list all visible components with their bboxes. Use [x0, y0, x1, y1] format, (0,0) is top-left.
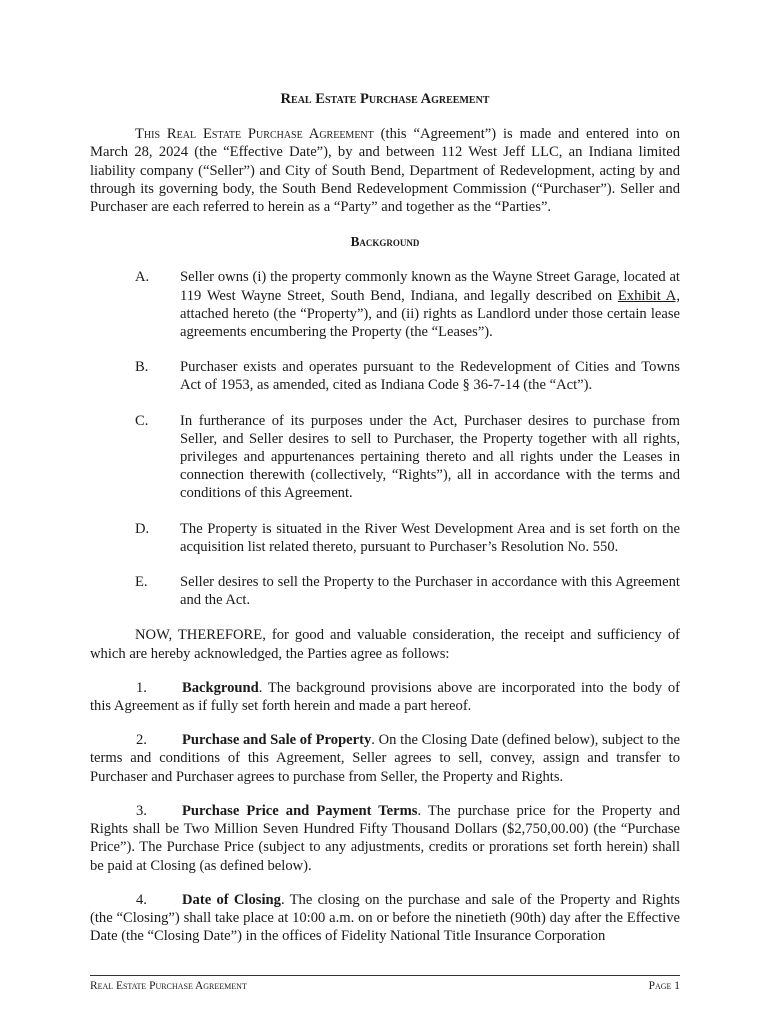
- section-heading: Purchase and Sale of Property: [182, 732, 372, 749]
- section-4: [90, 891, 680, 946]
- recital-text: The Property is situated in the River West Development Area and is set forth on the acquisition list related thereto, pursuant to Purchaser’s Resolution No. 550.: [180, 520, 680, 555]
- recital-a: [90, 268, 680, 341]
- section-text: . The background provisions above are incorporated into the body of this Agreement as if fully set forth herein and made a part hereof.: [90, 679, 680, 715]
- recital-b: [90, 358, 680, 394]
- document-title: Real Estate Purchase Agreement: [280, 91, 490, 107]
- section-number: 4.: [136, 891, 147, 908]
- preamble-paragraph: [90, 125, 680, 216]
- footer-page-number: Page 1: [648, 980, 680, 992]
- preamble-text: (this “Agreement”) is made and entered into on March 28, 2024 (the “Effective Date”), by and between 112 West Jeff LLC, an Indiana limited liability company (“Seller”) and City of South Bend, Department of Redevelopment, acting by and through its governing body, the South Bend Redevelopment Commission (“Purchaser”). Seller and Purchaser are each referred to herein as a “Party” and together as the “Parties”.: [90, 126, 680, 216]
- section-number: 3.: [136, 802, 147, 819]
- recital-text: Purchaser exists and operates pursuant to the Redevelopment of Cities and Towns Act of 1953, as amended, cited as Indiana Code § 36-7-14 (the “Act”).: [180, 359, 680, 394]
- recital-text: [180, 268, 680, 341]
- exhibit-a-link[interactable]: Exhibit A,: [617, 287, 680, 304]
- section-heading: Date of Closing: [182, 891, 281, 908]
- section-heading: Background: [182, 679, 259, 696]
- section-heading: Purchase Price and Payment Terms: [182, 802, 418, 819]
- section-1: [90, 679, 680, 715]
- page-footer: [90, 975, 680, 992]
- section-number: 1.: [136, 679, 147, 696]
- section-text: . The purchase price for the Property and Rights shall be Two Million Seven Hundred Fifty Thousand Dollars ($2,750,00.00) (the “Purchase Price”). The Purchase Price (subject to any adjustments, credits or prorations set forth herein) shall be paid at Closing (as defined below).: [90, 802, 680, 874]
- recital-e: [90, 573, 680, 609]
- document-body: [90, 90, 680, 961]
- recital-c: [90, 412, 680, 503]
- recital-text-after: attached hereto (the “Property”), and (ii) rights as Landlord under those certain lease agreements encumbering the Property (the “Leases”).: [180, 305, 680, 341]
- preamble-lead: This Real Estate Purchase Agreement: [135, 126, 374, 143]
- section-2: [90, 731, 680, 786]
- section-3: [90, 802, 680, 875]
- footer-document-title: Real Estate Purchase Agreement: [90, 980, 247, 992]
- recital-letter: E.: [135, 574, 148, 591]
- recital-letter: B.: [135, 359, 149, 376]
- recital-text: In furtherance of its purposes under the Act, Purchaser desires to purchase from Seller, and Seller desires to sell to Purchaser, the Property together with all rights, privileges and appurtenances pertaining thereto and all rights under the Leases in connection therewith (collectively, “Rights”), all in accordance with the terms and conditions of this Agreement.: [180, 412, 680, 502]
- background-heading: Background: [350, 234, 420, 250]
- section-number: 2.: [136, 732, 147, 749]
- now-therefore-paragraph: NOW, THEREFORE, for good and valuable consideration, the receipt and sufficiency of which are hereby acknowledged, the Parties agree as follows:: [90, 627, 680, 662]
- recital-d: [90, 520, 680, 556]
- recital-text-before: Seller owns (i) the property commonly known as the Wayne Street Garage, located at 119 West Wayne Street, South Bend, Indiana, and legally described on: [180, 269, 680, 304]
- recital-letter: A.: [135, 269, 150, 286]
- section-text: . The closing on the purchase and sale of the Property and Rights (the “Closing”) shall take place at 10:00 a.m. on or before the ninetieth (90th) day after the Effective Date (the “Closing Date”) in the offices of Fidelity National Title Insurance Corporation: [90, 891, 680, 945]
- recital-letter: D.: [135, 520, 150, 537]
- recital-text: Seller desires to sell the Property to the Purchaser in accordance with this Agreement and the Act.: [180, 574, 680, 609]
- section-text: . On the Closing Date (defined below), subject to the terms and conditions of this Agreement, Seller agrees to sell, convey, assign and transfer to Purchaser and Purchaser agrees to purchase from Seller, the Property and Rights.: [90, 732, 680, 785]
- recital-letter: C.: [135, 412, 149, 429]
